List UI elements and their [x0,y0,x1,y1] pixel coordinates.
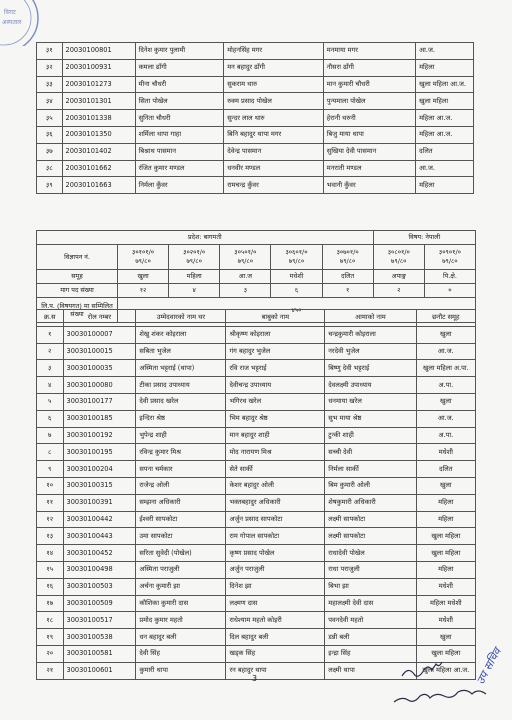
table-cell: १ [37,326,64,343]
table-cell: 20030101662 [62,160,135,177]
signature-stamp [392,640,510,710]
table-cell: ३४ [37,93,63,110]
table-cell: रंजित कुमार मण्डल [135,160,224,177]
table-cell: रामचन्द्र कुँवर [224,177,324,194]
table-cell: सेते सार्की [226,461,325,478]
group-label: समूह [37,270,118,284]
table-cell: मोहनसिंह मगर [224,43,324,60]
adv-number: ३०९०१/० ७९/८० [424,245,475,270]
table-cell: महिला [416,177,474,194]
table-row [37,160,474,177]
table-cell: महिला आ.ज. [416,126,474,143]
table-cell: 30030100391 [63,494,136,511]
table-cell: ११ [37,494,64,511]
table-cell: आ.ज. [416,43,474,60]
adv-number: ३०८०१/० ७९/८० [373,245,424,270]
table-cell: ३९ [37,177,63,194]
table-cell: 30030100509 [63,595,136,612]
group-cell: अपाङ्ग [373,270,424,284]
table-cell: कौशिका कुमारी दास [136,595,226,612]
table-cell: ६ [37,410,64,427]
table-cell: खड्क सिंह [226,645,325,662]
table-cell: ३३ [37,76,63,93]
table-cell: ३१ [37,43,63,60]
table-cell: 20030101273 [62,76,135,93]
table-cell: ५ [37,393,64,410]
table-cell: 20030101663 [62,177,135,194]
table-cell: रन बहादुर थापा [226,662,325,679]
table-cell: भवानी कुँवर [323,177,415,194]
table-cell: कमला ढाँगी [135,59,224,76]
table-cell: लक्ष्मी सापकोटा [325,511,416,528]
table-cell: महालक्ष्मी देवी दास [325,595,416,612]
table-cell: धन बहादुर बली [136,629,226,646]
table-cell: खुला [416,629,475,646]
group-cell: खुला [118,270,169,284]
candidate-table [36,309,476,680]
table-row [37,561,476,578]
table-cell: डन्नी बली [325,629,416,646]
group-cell: मधेशी [271,270,322,284]
table-row [37,578,476,595]
table-cell: 30030100498 [63,561,136,578]
table-cell: सम्झना अधिकारी [136,494,226,511]
table-cell: ३६ [37,126,63,143]
table-cell: ३ [37,360,64,377]
table-cell: उमा सापकोटा [136,528,226,545]
table-cell: मान बहादुर शाही [226,427,325,444]
table-row [37,511,476,528]
table-cell: 20030101338 [62,110,135,127]
table-cell: दलित [416,461,475,478]
table-cell: कृष्ण प्रसाद पोखेल [226,545,325,562]
province-label: प्रदेश: बागमती [37,231,374,245]
table-cell: बिनि बहादुर थापा मगर [224,126,324,143]
table-cell: 30030100007 [63,326,136,343]
table-row [37,126,474,143]
table-cell: मधेशी [416,612,475,629]
table-row [37,177,474,194]
table-row [37,494,476,511]
table-cell: प्रमोद कुमार महतो [136,612,226,629]
table-cell: 20030101402 [62,143,135,160]
table-cell: अस्मिता पराजुली [136,561,226,578]
table-cell: खुला महिला आ.ज. [416,76,474,93]
demand-cell: १२ [118,284,169,298]
table-cell: राम गोपाल सापकोटा [226,528,325,545]
demand-label: माग पद संख्या [37,284,118,298]
table-cell: केशर बहादुर ओली [226,477,325,494]
table-cell: नरदेवी भुजेल [325,343,416,360]
table-cell: बिजु माया थापा [323,126,415,143]
table-cell: खुला [416,326,475,343]
exam-label: लि.प. (विषयगत) मा सम्मिलित संख्या [37,298,118,323]
table-row [37,528,476,545]
table-cell: खुला महिला [416,645,475,662]
table-cell: १७ [37,595,64,612]
table-cell: हेरानी थरुनी [323,110,415,127]
table-cell: देवीचन्द्र उपाध्याय [226,377,325,394]
table-cell: 30030100538 [63,629,136,646]
table-cell: ७ [37,427,64,444]
table-cell: खुला महिला [416,93,474,110]
table-cell: राधादेवी पोखेल [325,545,416,562]
adv-label: विज्ञापन नं. [37,245,118,270]
table-cell: सच्ची देवी [325,444,416,461]
table-cell: अर्चना कुमारी झा [136,578,226,595]
svg-text:विराट: विराट [4,9,16,16]
exam-total: ४५० [118,298,476,323]
table-cell: २ [37,343,64,360]
table-cell: मोद नारायण मिश्र [226,444,325,461]
page-number: 3 [252,674,258,683]
table-cell: इन्द्रा सिंह [325,645,416,662]
table-cell: १४ [37,545,64,562]
table-cell: शर्मिला थापा गाहा [135,126,224,143]
table-cell: पवनदेवी महतो [325,612,416,629]
table-cell: 30030100443 [63,528,136,545]
table-cell: ३५ [37,110,63,127]
table-cell: गंग बहादुर भुजेल [226,343,325,360]
adv-number: ३०२०१/० ७९/८० [169,245,220,270]
table-cell: बिभा झा [325,578,416,595]
table-cell: रवि राज भट्टराई [226,360,325,377]
table-cell: 30030100452 [63,545,136,562]
table-cell: मधेशी [416,444,475,461]
table-row [37,343,476,360]
table-cell: 30030100185 [63,410,136,427]
table-cell: टुन्की शाही [325,427,416,444]
table-row [37,461,476,478]
table-cell: लक्ष्मी थापा [325,662,416,679]
table-cell: भक्तबहादुर अधिकारी [226,494,325,511]
table-cell: मन बहादुर ढाँगी [224,59,324,76]
table-row [37,377,476,394]
table-cell: खुला महिला आ.ज. [416,662,475,679]
table-cell: रुक्म प्रसाद पोखेल [224,93,324,110]
adv-number: ३०६०१/० ७९/८० [271,245,322,270]
table-cell: 20030100931 [62,59,135,76]
table-cell: सुनिता चौधरी [135,110,224,127]
table-cell: आ.ज. [416,343,475,360]
table-cell: 30030100204 [63,461,136,478]
table-cell: सुकराम थारु [224,76,324,93]
table-cell: २० [37,645,64,662]
column-header: क्र.स [37,310,64,327]
table-cell: मनमाया मगर [323,43,415,60]
table-cell: ९ [37,461,64,478]
table-cell: १६ [37,578,64,595]
table-cell: पुन्यमाला पोखेल [323,93,415,110]
table-cell: 30030100517 [63,612,136,629]
table-cell: देवी सिंह [136,645,226,662]
column-header: उम्मेदवारको नाम थर [136,310,226,327]
demand-cell: ० [424,284,475,298]
table-cell: 30030100177 [63,393,136,410]
demand-cell: ३ [220,284,271,298]
group-cell: महिला [169,270,220,284]
table-cell: सरिता सुवेदी (पोखेल) [136,545,226,562]
table-cell: दलित [416,143,474,160]
table-cell: आ.ज. [416,410,475,427]
table-cell: निर्मला सार्की [325,461,416,478]
table-row [37,110,474,127]
table-cell: 30030100015 [63,343,136,360]
column-header: छनौट समूह [416,310,475,327]
table-cell: २१ [37,662,64,679]
adv-number: ३०५०१/० ७९/८० [220,245,271,270]
table-cell: महिला [416,494,475,511]
official-seal [0,0,46,46]
table-cell: महिला [416,511,475,528]
table-cell: मनराती मण्डल [323,160,415,177]
table-cell: अर्जुन पराजुली [226,561,325,578]
table-row [37,444,476,461]
table-cell: दिनेश कुमार पुलामी [135,43,224,60]
table-cell: 30030100192 [63,427,136,444]
table-cell: अर्जुन प्रसाद सापकोटा [226,511,325,528]
table-cell: शेखु शंकर कोइराला [136,326,226,343]
table-cell: सिता पोखेल [135,93,224,110]
demand-cell: ४ [169,284,220,298]
table-cell: ३७ [37,143,63,160]
subject-label: विषय: नेपाली [373,231,475,245]
table-cell: १२ [37,511,64,528]
table-cell: ३८ [37,160,63,177]
table-cell: धनवीर मण्डल [224,160,324,177]
table-row [37,545,476,562]
table-row [37,427,476,444]
table-cell: 20030100801 [62,43,135,60]
table-cell: महिला [416,561,475,578]
table-cell: टीका प्रसाद उपाध्याय [136,377,226,394]
table-cell: धनमाया खरेल [325,393,416,410]
column-header: बाबुको नाम [226,310,325,327]
adv-number: ३०७०१/० ७९/८० [322,245,373,270]
table-cell: लक्ष्मी सापकोटा [325,528,416,545]
table-cell: सुखिया देवी पासमान [323,143,415,160]
table-cell: १९ [37,629,64,646]
group-cell: पि.क्षे. [424,270,475,284]
table-row [37,477,476,494]
table-cell: खुला [416,393,475,410]
table-row [37,143,474,160]
table-cell: 30030100195 [63,444,136,461]
table-cell: भिम बहादुर श्रेष्ठ [226,410,325,427]
demand-cell: २ [373,284,424,298]
table-cell: ४ [37,377,64,394]
adv-number: ३०१०१/० ७९/८० [118,245,169,270]
table-cell: 20030101301 [62,93,135,110]
table-cell: खुला महिला अ.पा. [416,360,475,377]
table-row [37,410,476,427]
table-cell: सबिता भुजेल [136,343,226,360]
table-cell: ईश्वरी सापकोटा [136,511,226,528]
table-cell: बिम कुमारी ओली [325,477,416,494]
demand-cell: ६ [271,284,322,298]
table-cell: 30030100503 [63,578,136,595]
table-cell: राधेश्याम महतो कोइरी [226,612,325,629]
svg-text:उप सचिव: उप सचिव [473,645,504,687]
table-cell: दिल बहादुर बली [226,629,325,646]
table-cell: मान कुमारी चौधरी [323,76,415,93]
table-cell: 30030100581 [63,645,136,662]
table-cell: 30030100035 [63,360,136,377]
table-cell: नौसरा ढाँगी [323,59,415,76]
table-cell: बिश्नाथ पासमान [135,143,224,160]
table-row [37,59,474,76]
table-cell: १८ [37,612,64,629]
table-cell: 30030100442 [63,511,136,528]
table-cell: रविन्द्र कुमार मिश्र [136,444,226,461]
table-row [37,93,474,110]
table-row [37,43,474,60]
column-header: रोल नम्बर [63,310,136,327]
table-cell: दिनेश झा [226,578,325,595]
table-row [37,360,476,377]
table-cell: इन्दिरा श्रेष्ठ [136,410,226,427]
table-row [37,612,476,629]
group-cell: दलित [322,270,373,284]
table-cell: देवलक्ष्मी उपाध्याय [325,377,416,394]
table-row [37,595,476,612]
table-cell: आ.ज. [416,160,474,177]
svg-text:अस्पताल: अस्पताल [2,19,22,26]
table-cell: भगिरथ खरेल [226,393,325,410]
table-cell: सपना चर्मकार [136,461,226,478]
table-cell: ८ [37,444,64,461]
table-cell: शेषकुमारी अधिकारी [325,494,416,511]
group-cell: आ.ज [220,270,271,284]
table-cell: सुभ माया श्रेष्ठ [325,410,416,427]
table-row [37,76,474,93]
table-cell: देवी प्रसाद खरेल [136,393,226,410]
table-cell: 30030100080 [63,377,136,394]
table-cell: राजेन्द्र ओली [136,477,226,494]
table-cell: अस्मिता भट्टराई (थापा) [136,360,226,377]
table-cell: महिला मधेशी [416,595,475,612]
table-cell: सुन्दर लाल थारु [224,110,324,127]
table-cell: १३ [37,528,64,545]
table-cell: महिला आ.ज. [416,110,474,127]
table-cell: महिला [416,59,474,76]
column-header: आमाको नाम [325,310,416,327]
table-cell: 30030100315 [63,477,136,494]
table-cell: चन्द्रकुमारी कोइराला [325,326,416,343]
table-cell: 30030100601 [63,662,136,679]
table-cell: देवेन्द्र पासमान [224,143,324,160]
table-cell: बिष्णु देवी भट्टराई [325,360,416,377]
demand-cell: १ [322,284,373,298]
table-cell: राधा पराजुली [325,561,416,578]
table-cell: खुला [416,477,475,494]
table-cell: 20030101350 [62,126,135,143]
table-cell: अ.पा. [416,377,475,394]
table-cell: खुला महिला [416,545,475,562]
table-row [37,326,476,343]
table-row [37,393,476,410]
table-cell: ३२ [37,59,63,76]
candidate-table-continued [36,42,474,194]
table-cell: लक्ष्मण दास [226,595,325,612]
table-cell: श्रीकृष्ण कोइराला [226,326,325,343]
table-cell: मधेशी [416,578,475,595]
table-cell: खुला महिला [416,528,475,545]
table-cell: निर्मला कुँवर [135,177,224,194]
table-cell: १० [37,477,64,494]
table-cell: कुमारी थापा [136,662,226,679]
table-cell: अ.पा. [416,427,475,444]
table-cell: मीना चौधरी [135,76,224,93]
table-cell: १५ [37,561,64,578]
table-cell: भुपेन्द्र शाही [136,427,226,444]
